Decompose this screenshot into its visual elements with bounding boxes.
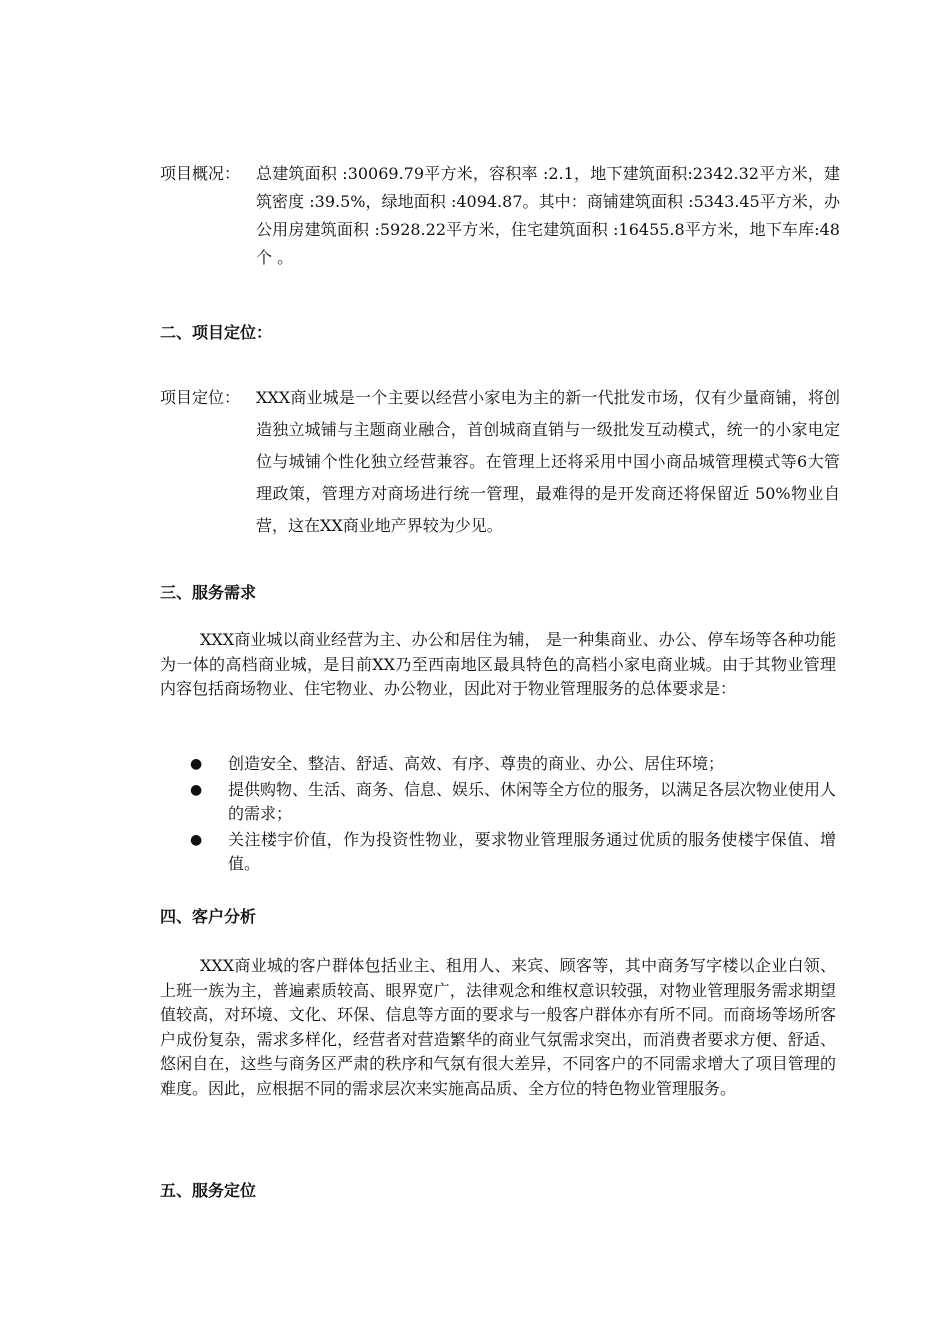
list-item-text: 创造安全、整洁、舒适、高效、有序、尊贵的商业、办公、居住环境； bbox=[228, 754, 725, 773]
project-positioning bbox=[160, 382, 840, 542]
project-overview bbox=[160, 160, 840, 272]
customer-analysis-paragraph: XXX商业城的客户群体包括业主、租用人、来宾、顾客等，其中商务写字楼以企业白领、上班一族为主，普遍素质较高、眼界宽广，法律观念和维权意识较强，对物业管理服务需求期望值较高，对环境、文化、环保、信息等方面的要求与一般客户群体亦有所不同。而商场等场所客户成份复杂，需求多样化，经营者对营造繁华的商业气氛需求突出，而消费者要求方便、舒适、悠闲自在，这些与商务区严肃的秩序和气氛有很大差异，不同客户的不同需求增大了项目管理的难度。因此，应根据不同的需求层次来实施高品质、全方位的特色物业管理服务。 bbox=[160, 956, 836, 1098]
service-needs-list bbox=[190, 752, 836, 878]
list-item bbox=[190, 828, 836, 876]
overview-text: 总建筑面积 :30069.79平方米，容积率 :2.1，地下建筑面积:2342.32平方米，建筑密度 :39.5%，绿地面积 :4094.87。其中：商铺建筑面积 :5343.45平方米，办公用房建筑面积 :5928.22平方米，住宅建筑面积 :16455.8平方米，地下车库:48个 。 bbox=[256, 164, 840, 267]
bullet-icon: ● bbox=[190, 782, 203, 798]
bullet-icon: ● bbox=[190, 832, 203, 848]
list-item-text: 关注楼宇价值，作为投资性物业，要求物业管理服务通过优质的服务使楼宇保值、增值。 bbox=[228, 830, 836, 873]
list-item-text: 提供购物、生活、商务、信息、娱乐、休闲等全方位的服务，以满足各层次物业使用人的需求； bbox=[228, 780, 837, 823]
list-item bbox=[190, 752, 836, 776]
section-heading-service-positioning: 五、服务定位 bbox=[160, 1181, 257, 1200]
positioning-label: 项目定位： bbox=[160, 388, 241, 407]
bullet-icon: ● bbox=[190, 756, 203, 772]
section-heading-positioning: 二、项目定位： bbox=[160, 323, 273, 342]
section-heading-service-needs: 三、服务需求 bbox=[160, 583, 257, 602]
overview-label: 项目概况： bbox=[160, 164, 241, 183]
list-item bbox=[190, 778, 836, 826]
service-needs-paragraph: XXX商业城以商业经营为主、办公和居住为辅， 是一种集商业、办公、停车场等各种功能为一体的高档商业城，是目前XX乃至西南地区最具特色的高档小家电商业城。由于其物业管理内容包括商场物业、住宅物业、办公物业，因此对于物业管理服务的总体要求是： bbox=[160, 630, 836, 698]
section-heading-customer-analysis: 四、客户分析 bbox=[160, 907, 257, 926]
positioning-text: XXX商业城是一个主要以经营小家电为主的新一代批发市场，仅有少量商铺，将创造独立城铺与主题商业融合，首创城商直销与一级批发互动模式，统一的小家电定位与城铺个性化独立经营兼容。在管理上还将采用中国小商品城管理模式等6大管理政策，管理方对商场进行统一管理，最难得的是开发商还将保留近 50%物业自营，这在XX商业地产界较为少见。 bbox=[256, 388, 840, 535]
